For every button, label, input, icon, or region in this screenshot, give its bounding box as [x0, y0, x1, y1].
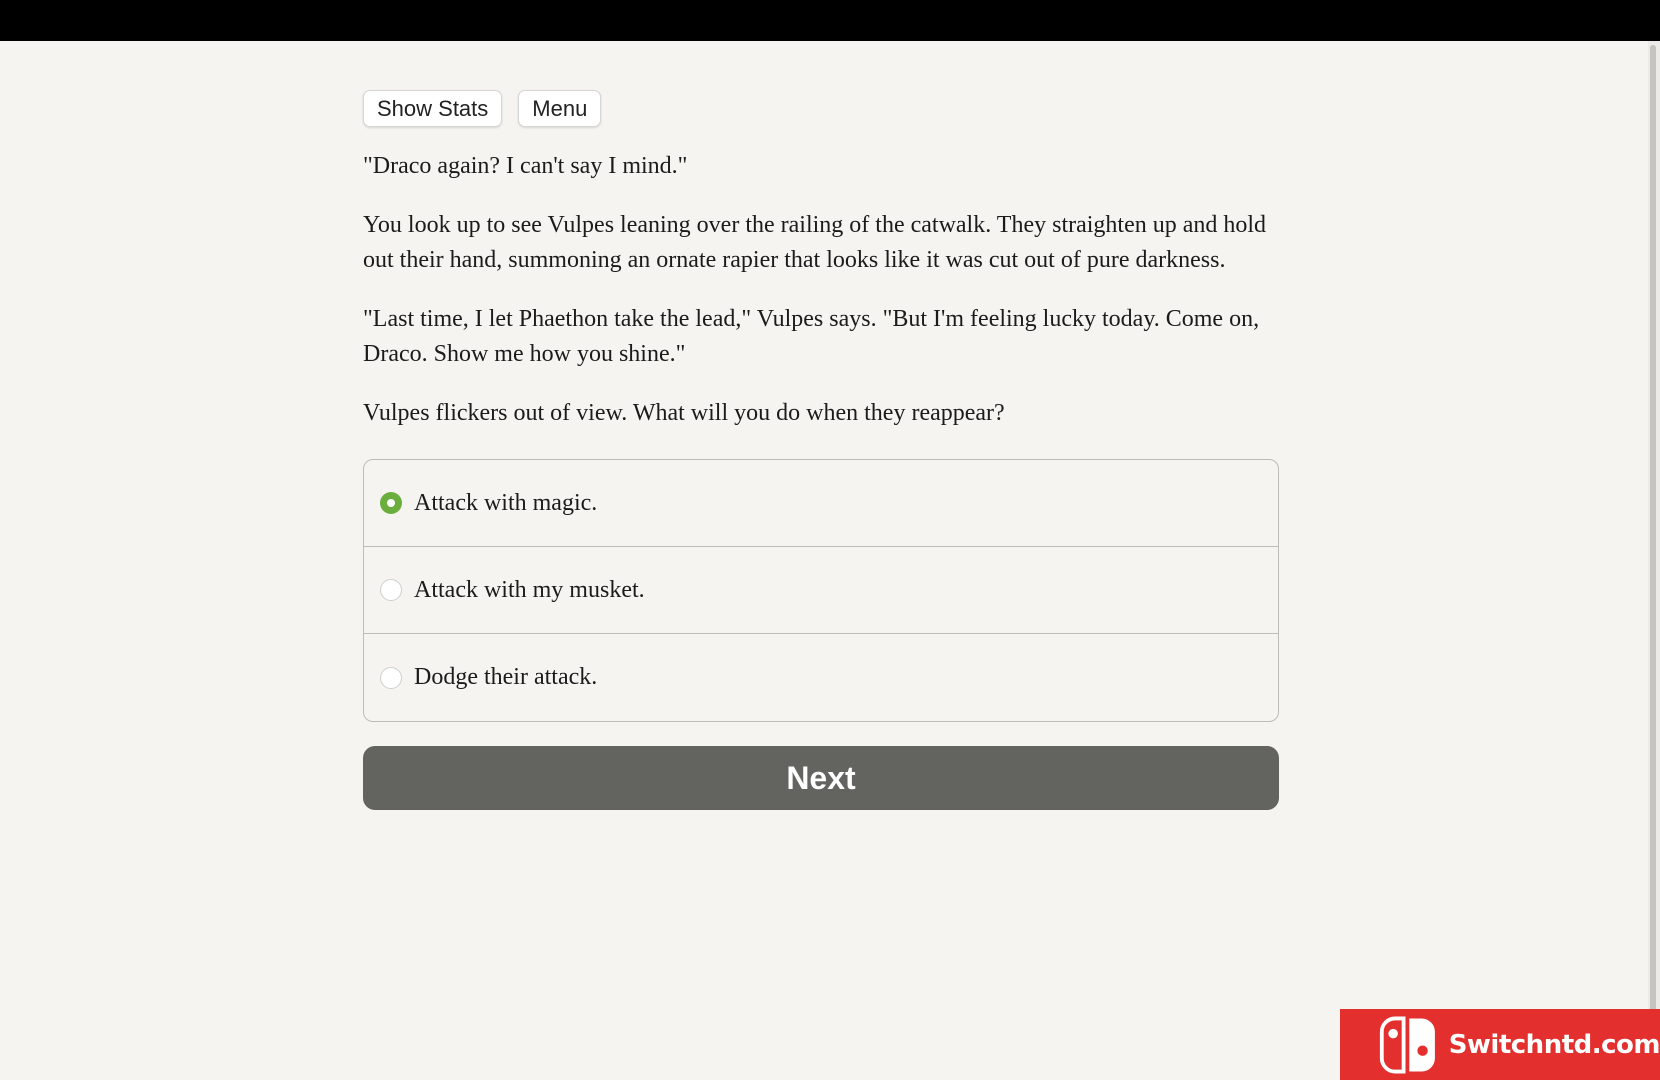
radio-button[interactable]: [380, 667, 402, 689]
top-black-bar: [0, 0, 1660, 41]
next-button[interactable]: Next: [363, 746, 1279, 810]
nintendo-switch-logo-icon: [1378, 1013, 1439, 1077]
story-paragraph: "Draco again? I can't say I mind.": [363, 153, 688, 179]
story-paragraph: Vulpes flickers out of view. What will you do when they reappear?: [363, 400, 1005, 426]
watermark-banner: [1340, 1009, 1660, 1080]
scrollbar[interactable]: [1648, 41, 1660, 1080]
choice-attack-musket[interactable]: [364, 547, 1278, 634]
choice-dodge[interactable]: [364, 634, 1278, 721]
watermark-text: Switchntd.com: [1448, 1029, 1660, 1060]
story-paragraph: You look up to see Vulpes leaning over the railing of the catwalk. They straighten up and hold out their hand, summoning an ornate rapier that looks like it was cut out of pure darkness.: [363, 212, 1267, 273]
game-content: [363, 90, 1279, 810]
menu-button[interactable]: Menu: [518, 90, 601, 127]
radio-button[interactable]: [380, 579, 402, 601]
top-buttons: [363, 90, 1279, 127]
scrollbar-thumb[interactable]: [1650, 45, 1656, 1045]
story-text: [363, 149, 1279, 431]
radio-button-selected[interactable]: [380, 492, 402, 514]
choice-label: Attack with my musket.: [414, 576, 645, 603]
choice-attack-magic[interactable]: [364, 460, 1278, 547]
show-stats-button[interactable]: Show Stats: [363, 90, 502, 127]
choice-list: [363, 459, 1279, 722]
choice-label: Attack with magic.: [414, 489, 598, 516]
choice-label: Dodge their attack.: [414, 664, 598, 690]
story-paragraph: "Last time, I let Phaethon take the lead," Vulpes says. "But I'm feeling lucky today. Come on, Draco. Show me how you shine.": [363, 306, 1260, 367]
